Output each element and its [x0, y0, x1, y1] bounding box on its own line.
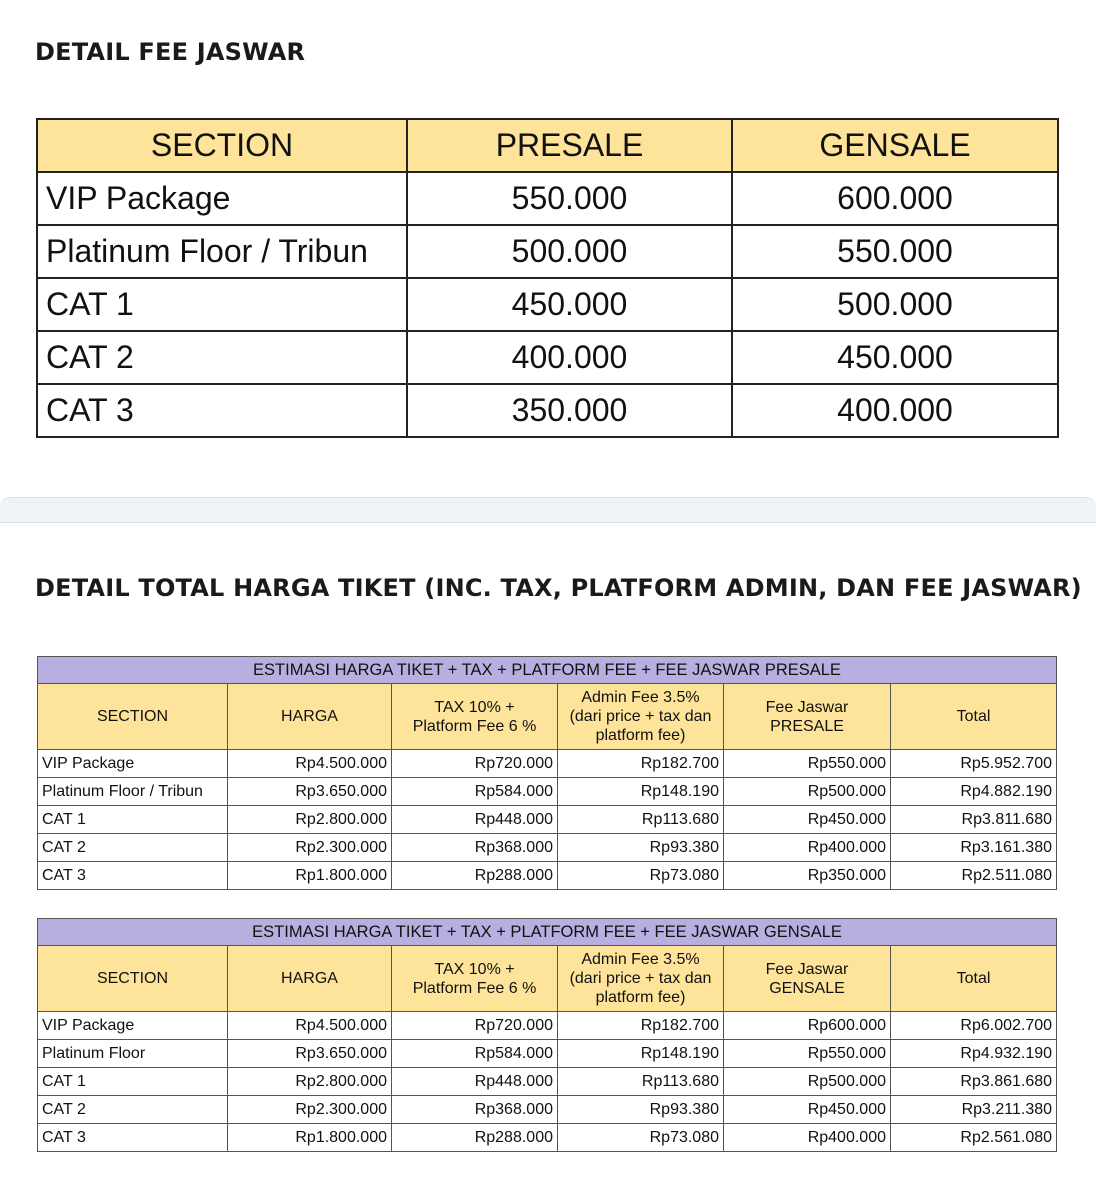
table-row: [38, 1040, 1057, 1068]
presale-fee-jaswar-cell: Rp550.000: [724, 750, 891, 778]
presale-harga-cell: Rp2.300.000: [228, 834, 392, 862]
gensale-harga-cell: Rp2.800.000: [228, 1068, 392, 1096]
presale-section-cell: CAT 2: [38, 834, 228, 862]
fee-gensale-cell: 500.000: [732, 278, 1058, 331]
header-line: platform fee): [595, 989, 686, 1006]
gensale-admin-fee-cell: Rp182.700: [558, 1012, 724, 1040]
presale-header-tax: [392, 684, 558, 750]
table-row: [38, 1012, 1057, 1040]
presale-header-harga: [228, 684, 392, 750]
presale-admin-fee-cell: Rp148.190: [558, 778, 724, 806]
presale-admin-fee-cell: Rp73.080: [558, 862, 724, 890]
presale-fee-jaswar-cell: Rp450.000: [724, 806, 891, 834]
presale-section-cell: VIP Package: [38, 750, 228, 778]
fee-table-row: [37, 278, 1058, 331]
presale-total-cell: Rp4.882.190: [891, 778, 1057, 806]
gensale-tax-cell: Rp368.000: [392, 1096, 558, 1124]
fee-gensale-cell: 550.000: [732, 225, 1058, 278]
table-row: [38, 778, 1057, 806]
fee-table-row: [37, 331, 1058, 384]
presale-harga-cell: Rp2.800.000: [228, 806, 392, 834]
gensale-total-cell: Rp4.932.190: [891, 1040, 1057, 1068]
gensale-header-section: [38, 946, 228, 1012]
table-row: [38, 1124, 1057, 1152]
fee-header-presale: PRESALE: [407, 119, 732, 172]
gensale-admin-fee-cell: Rp73.080: [558, 1124, 724, 1152]
header-line: TAX 10% +: [434, 960, 515, 978]
presale-harga-cell: Rp4.500.000: [228, 750, 392, 778]
fee-gensale-cell: 400.000: [732, 384, 1058, 437]
header-line: Total: [956, 708, 991, 725]
header-line: platform fee): [595, 727, 686, 744]
section-divider: [0, 497, 1096, 523]
fee-heading: DETAIL FEE JASWAR: [35, 38, 306, 66]
presale-section-cell: Platinum Floor / Tribun: [38, 778, 228, 806]
header-line: TAX 10% +: [434, 698, 515, 716]
fee-table: [36, 118, 1059, 438]
gensale-estimate-table: [37, 918, 1057, 1152]
gensale-table-title: ESTIMASI HARGA TIKET + TAX + PLATFORM FEE + FEE JASWAR GENSALE: [38, 919, 1057, 946]
presale-admin-fee-cell: Rp182.700: [558, 750, 724, 778]
presale-table-title: ESTIMASI HARGA TIKET + TAX + PLATFORM FEE + FEE JASWAR PRESALE: [38, 657, 1057, 684]
gensale-tax-cell: Rp720.000: [392, 1012, 558, 1040]
table-row: [38, 806, 1057, 834]
presale-header-row: [38, 684, 1057, 750]
presale-total-cell: Rp2.511.080: [891, 862, 1057, 890]
table-row: [38, 1068, 1057, 1096]
header-line: GENSALE: [769, 979, 845, 997]
presale-fee-jaswar-cell: Rp350.000: [724, 862, 891, 890]
table-row: [38, 862, 1057, 890]
fee-section-cell: Platinum Floor / Tribun: [37, 225, 407, 278]
gensale-header-tax: [392, 946, 558, 1012]
presale-header-section: [38, 684, 228, 750]
gensale-harga-cell: Rp4.500.000: [228, 1012, 392, 1040]
total-heading: DETAIL TOTAL HARGA TIKET (INC. TAX, PLATFORM ADMIN, DAN FEE JASWAR): [35, 574, 1082, 602]
gensale-admin-fee-cell: Rp93.380: [558, 1096, 724, 1124]
presale-tax-cell: Rp368.000: [392, 834, 558, 862]
presale-header-total: [891, 684, 1057, 750]
table-row: [38, 1096, 1057, 1124]
fee-header-gensale: GENSALE: [732, 119, 1058, 172]
fee-table-row: [37, 225, 1058, 278]
fee-section-cell: CAT 1: [37, 278, 407, 331]
presale-tax-cell: Rp720.000: [392, 750, 558, 778]
fee-section-cell: CAT 3: [37, 384, 407, 437]
table-row: [38, 834, 1057, 862]
gensale-header-fee-jaswar: [724, 946, 891, 1012]
gensale-section-cell: CAT 3: [38, 1124, 228, 1152]
header-line: Platform Fee 6 %: [412, 717, 537, 735]
presale-tax-cell: Rp584.000: [392, 778, 558, 806]
presale-total-cell: Rp3.161.380: [891, 834, 1057, 862]
fee-presale-cell: 350.000: [407, 384, 732, 437]
gensale-fee-jaswar-cell: Rp600.000: [724, 1012, 891, 1040]
header-line: Platform Fee 6 %: [412, 979, 537, 997]
presale-header-admin-fee: [558, 684, 724, 750]
presale-estimate-table: [37, 656, 1057, 890]
table-row: [38, 750, 1057, 778]
gensale-total-cell: Rp3.861.680: [891, 1068, 1057, 1096]
fee-table-row: [37, 172, 1058, 225]
fee-presale-cell: 400.000: [407, 331, 732, 384]
gensale-tax-cell: Rp288.000: [392, 1124, 558, 1152]
header-line: (dari price + tax dan: [569, 708, 712, 725]
fee-gensale-cell: 450.000: [732, 331, 1058, 384]
header-line: Total: [956, 970, 991, 987]
fee-section-cell: VIP Package: [37, 172, 407, 225]
fee-gensale-cell: 600.000: [732, 172, 1058, 225]
fee-presale-cell: 450.000: [407, 278, 732, 331]
gensale-fee-jaswar-cell: Rp500.000: [724, 1068, 891, 1096]
presale-total-cell: Rp3.811.680: [891, 806, 1057, 834]
gensale-section-cell: Platinum Floor: [38, 1040, 228, 1068]
presale-header-fee-jaswar: [724, 684, 891, 750]
header-line: PRESALE: [770, 717, 844, 735]
gensale-total-cell: Rp6.002.700: [891, 1012, 1057, 1040]
fee-presale-cell: 500.000: [407, 225, 732, 278]
presale-harga-cell: Rp1.800.000: [228, 862, 392, 890]
fee-section-cell: CAT 2: [37, 331, 407, 384]
presale-section-cell: CAT 1: [38, 806, 228, 834]
gensale-fee-jaswar-cell: Rp550.000: [724, 1040, 891, 1068]
gensale-fee-jaswar-cell: Rp450.000: [724, 1096, 891, 1124]
header-line: Fee Jaswar: [765, 698, 849, 716]
header-line: Admin Fee 3.5%: [581, 689, 700, 706]
header-line: Admin Fee 3.5%: [581, 951, 700, 968]
presale-admin-fee-cell: Rp113.680: [558, 806, 724, 834]
gensale-section-cell: VIP Package: [38, 1012, 228, 1040]
gensale-section-cell: CAT 1: [38, 1068, 228, 1096]
header-line: SECTION: [96, 708, 169, 725]
gensale-header-total: [891, 946, 1057, 1012]
fee-presale-cell: 550.000: [407, 172, 732, 225]
presale-tax-cell: Rp448.000: [392, 806, 558, 834]
presale-tax-cell: Rp288.000: [392, 862, 558, 890]
fee-header-section: SECTION: [37, 119, 407, 172]
header-line: (dari price + tax dan: [569, 970, 712, 987]
presale-fee-jaswar-cell: Rp500.000: [724, 778, 891, 806]
gensale-harga-cell: Rp1.800.000: [228, 1124, 392, 1152]
gensale-admin-fee-cell: Rp113.680: [558, 1068, 724, 1096]
gensale-admin-fee-cell: Rp148.190: [558, 1040, 724, 1068]
gensale-header-harga: [228, 946, 392, 1012]
header-line: HARGA: [281, 708, 338, 725]
presale-fee-jaswar-cell: Rp400.000: [724, 834, 891, 862]
gensale-fee-jaswar-cell: Rp400.000: [724, 1124, 891, 1152]
gensale-header-row: [38, 946, 1057, 1012]
gensale-total-cell: Rp3.211.380: [891, 1096, 1057, 1124]
gensale-section-cell: CAT 2: [38, 1096, 228, 1124]
presale-section-cell: CAT 3: [38, 862, 228, 890]
presale-harga-cell: Rp3.650.000: [228, 778, 392, 806]
header-line: HARGA: [281, 970, 338, 987]
presale-total-cell: Rp5.952.700: [891, 750, 1057, 778]
gensale-harga-cell: Rp2.300.000: [228, 1096, 392, 1124]
presale-admin-fee-cell: Rp93.380: [558, 834, 724, 862]
gensale-header-admin-fee: [558, 946, 724, 1012]
gensale-total-cell: Rp2.561.080: [891, 1124, 1057, 1152]
gensale-tax-cell: Rp448.000: [392, 1068, 558, 1096]
fee-table-row: [37, 384, 1058, 437]
header-line: SECTION: [96, 970, 169, 987]
header-line: Fee Jaswar: [765, 960, 849, 978]
gensale-harga-cell: Rp3.650.000: [228, 1040, 392, 1068]
gensale-tax-cell: Rp584.000: [392, 1040, 558, 1068]
